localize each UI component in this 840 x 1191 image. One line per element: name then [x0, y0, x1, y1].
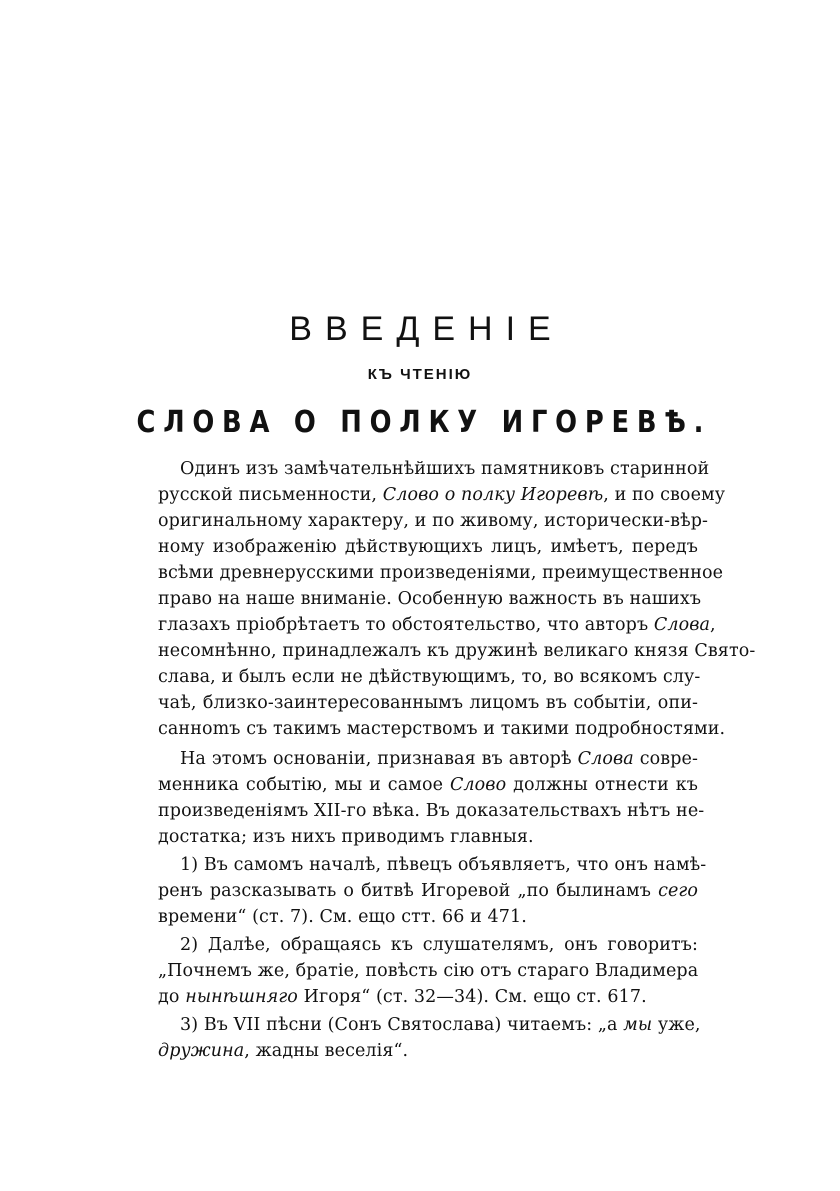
text-line [158, 560, 724, 586]
text-segment: , жадны веселія“. [244, 1041, 409, 1061]
text-segment: , и по своему [603, 485, 726, 505]
text-line [158, 746, 698, 772]
text-segment: , [710, 615, 716, 635]
text-segment: Одинъ изъ замѣчательнѣйшихъ памятниковъ старинной [180, 459, 710, 479]
italic-text: нынѣшняго [185, 987, 298, 1007]
text-segment: 1) Въ самомъ началѣ, пѣвецъ объявляетъ, что онъ намѣ- [180, 855, 707, 875]
text-segment: глазахъ пріобрѣтаетъ то обстоятельство, что авторъ [158, 615, 654, 635]
italic-text: Слово о полку Игоревѣ [382, 485, 604, 505]
text-segment: менника событію, мы и самое [158, 775, 450, 795]
text-segment: Игоря“ (ст. 32—34). См. ещо ст. 617. [297, 987, 647, 1007]
text-segment: право на наше вниманіе. Особенную важность въ нашихъ [158, 589, 702, 609]
text-segment: 3) Въ VII пѣсни (Сонъ Святослава) читаемъ: „а [180, 1015, 624, 1035]
italic-text: мы [623, 1015, 653, 1035]
italic-text: Слова [577, 749, 634, 769]
text-segment: 2) Далѣе, обращаясь къ слушателямъ, онъ говоритъ: [180, 935, 698, 955]
text-line [158, 482, 726, 508]
text-segment: времени“ (ст. 7). См. ещо стт. 66 и 471. [158, 907, 527, 927]
text-line [158, 586, 702, 612]
text-line [158, 904, 698, 930]
text-line [158, 1012, 701, 1038]
text-segment: совре- [633, 749, 698, 769]
text-segment: русской письменности, [158, 485, 383, 505]
text-line [158, 1038, 698, 1064]
text-line [158, 772, 698, 798]
text-segment: чаѣ, близко-заинтересованнымъ лицомъ въ событіи, опи- [158, 693, 698, 713]
text-line [158, 958, 698, 984]
italic-text: дружина [158, 1041, 245, 1061]
text-line [158, 508, 709, 534]
text-segment: оригинальному характеру, и по живому, исторически-вѣр- [158, 511, 709, 531]
text-line [158, 638, 756, 664]
text-line [158, 852, 707, 878]
text-segment: достатка; изъ нихъ приводимъ главныя. [158, 827, 534, 847]
text-line [158, 690, 698, 716]
text-line [158, 984, 698, 1010]
text-line [158, 878, 698, 904]
text-segment: уже, [652, 1015, 701, 1035]
text-line [158, 932, 698, 958]
text-segment: ренъ разсказывать о битвѣ Игоревой „по былинамъ [158, 881, 659, 901]
page-subtitle: КЪ ЧТЕНІЮ [367, 366, 473, 383]
text-line [158, 612, 716, 638]
text-segment: „Почнемъ же, братіе, повѣсть сію отъ стараго Владимера [158, 961, 699, 981]
text-line [158, 534, 698, 560]
text-line [158, 824, 698, 850]
italic-text: сего [658, 881, 698, 901]
italic-text: Слово [449, 775, 507, 795]
italic-text: Слова [653, 615, 711, 635]
work-heading: СЛОВА О ПОЛКУ ИГОРЕВѢ. [136, 405, 712, 440]
text-segment: На этомъ основаніи, признавая въ авторѣ [180, 749, 578, 769]
text-line [158, 456, 710, 482]
text-segment: ному изображенію дѣйствующихъ лицъ, имѣетъ, передъ [158, 537, 698, 557]
text-segment: произведеніямъ XII-го вѣка. Въ доказательствахъ нѣтъ не- [158, 801, 705, 821]
text-segment: до [158, 987, 186, 1007]
text-line [158, 716, 726, 742]
text-segment: саннomъ съ такимъ мастерствомъ и такими подробностями. [158, 719, 726, 739]
text-line [158, 798, 705, 824]
text-segment: всѣми древнерусскими произведеніями, преимущественное [158, 563, 724, 583]
page-title: ВВЕДЕНІЕ [289, 310, 564, 348]
text-segment: слава, и былъ если не дѣйствующимъ, то, во всякомъ слу- [158, 667, 701, 687]
text-line [158, 664, 701, 690]
text-segment: должны отнести къ [506, 775, 698, 795]
text-segment: несомнѣнно, принадлежалъ къ дружинѣ великаго князя Свято- [158, 641, 756, 661]
